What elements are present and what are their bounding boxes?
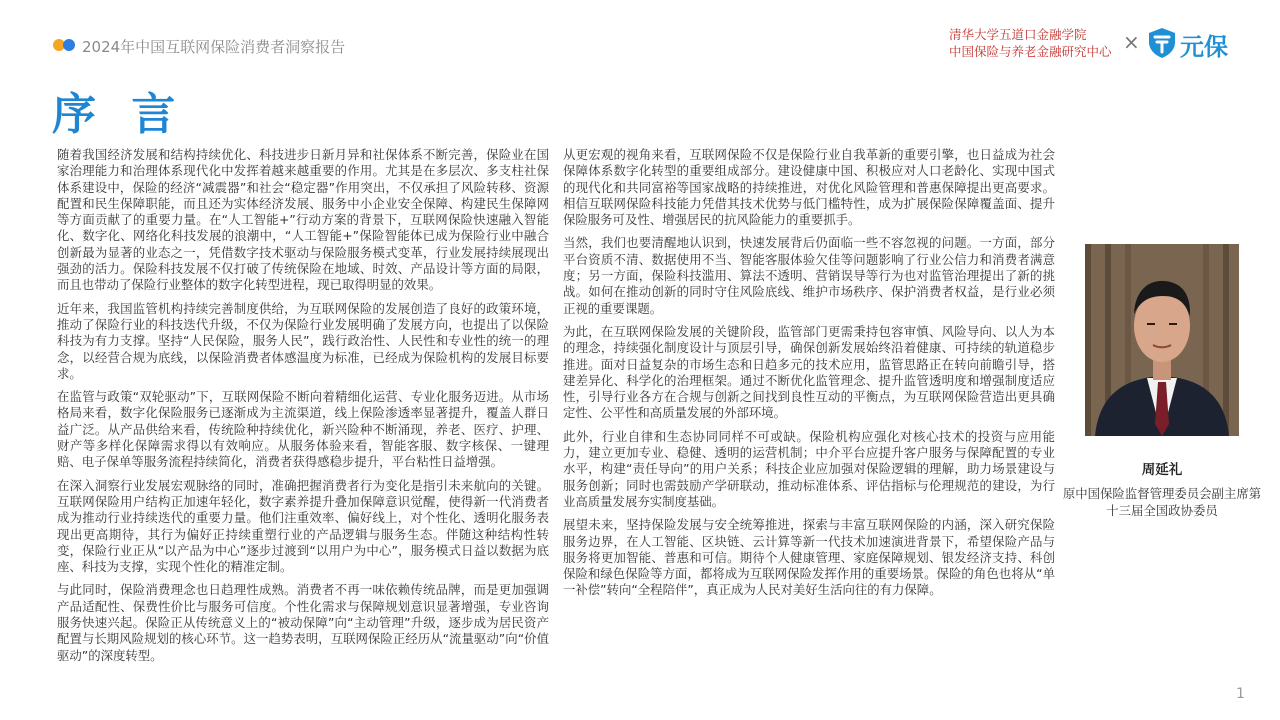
author-title: 原中国保险监督管理委员会副主席第十三届全国政协委员 [1062,486,1262,518]
partner-line-2: 中国保险与养老金融研究中心 [949,44,1112,59]
paragraph: 从更宏观的视角来看，互联网保险不仅是保险行业自我革新的重要引擎，也日益成为社会保障体系数字化转型的重要组成部分。建设健康中国、积极应对人口老龄化、实现中国式的现代化和共同富裕等国家战略的持续推进，对优化风险管理和普惠保障提出更高要求。相信互联网保险科技能力凭借其技术优势与低门槛特性，成为扩展保险保障覆盖面、提升保险服务可及性、增强居民的抗风险能力的重要抓手。 [563,147,1055,228]
author-portrait [1085,244,1239,436]
paragraph: 与此同时，保险消费理念也日趋理性成熟。消费者不再一味依赖传统品牌，而是更加强调产品适配性、保费性价比与服务可信度。个性化需求与保障规划意识显著增强，专业咨询服务快速兴起。保险正从传统意义上的“被动保障”向“主动管理”升级，逐步成为居民资产配置与长期风险规划的核心环节。这一趋势表明，互联网保险正经历从“流量驱动”向“价值驱动”的深度转型。 [57,582,549,663]
middle-text-column [563,147,1055,606]
paragraph: 近年来，我国监管机构持续完善制度供给，为互联网保险的发展创造了良好的政策环境，推动了保险行业的科技迭代升级，不仅为保险行业发展明确了发展方向，也提出了以保险科技为有力支撑。坚持“人民保险，服务人民”，践行政治性、人民性和专业性的统一的理念，以经营合规为底线，以保险消费者体感温度为标准，已经成为保险机构的发展目标要求。 [57,300,549,381]
report-dots-icon [53,39,83,51]
paragraph: 在深入洞察行业发展宏观脉络的同时，准确把握消费者行为变化是指引未来航向的关键。互联网保险用户结构正加速年轻化，数字素养提升叠加保障意识觉醒，使得新一代消费者成为推动行业持续迭代的重要力量。他们注重效率、偏好线上，对个性化、透明化服务表现出更高期待，其行为偏好正持续重塑行业的产品逻辑与服务生态。伴随这种结构性转变，保险行业正从“以产品为中心”逐步过渡到“以用户为中心”，服务模式日益以数据为底座、科技为支撑，实现个性化的精准定制。 [57,477,549,575]
partner-institution [949,26,1112,60]
paragraph: 当然，我们也要清醒地认识到，快速发展背后仍面临一些不容忽视的问题。一方面，部分平台资质不清、数据使用不当、智能客服体验欠佳等问题影响了行业公信力和消费者满意度；另一方面，保险科技滥用、算法不透明、营销误导等行为也对监管治理提出了新的挑战。如何在推动创新的同时守住风险底线、维护市场秩序、保护消费者权益，是行业必须正视的重要课题。 [563,235,1055,316]
paragraph: 此外，行业自律和生态协同同样不可或缺。保险机构应强化对核心技术的投资与应用能力，建立更加专业、稳健、透明的运营机制；中介平台应提升客户服务与保障配置的专业水平，构建“责任导向”的用户关系；科技企业应加强对保险逻辑的理解，助力场景建设与服务创新；同时也需鼓励产学研联动，推动标准体系、评估指标与伦理规范的建设，为行业高质量发展夯实制度基础。 [563,428,1055,509]
partner-line-1: 清华大学五道口金融学院 [949,27,1087,42]
paragraph: 展望未来，坚持保险发展与安全统筹推进，探索与丰富互联网保险的内涵，深入研究保险服务边界，在人工智能、区块链、云计算等新一代技术加速演进背景下，希望保险产品与服务将更加智能、普惠和可信。期待个人健康管理、家庭保障规划、银发经济支持、科创保险和绿色保险等方面，都将成为互联网保险发挥作用的重要场景。保险的角色也将从“单一补偿”转向“全程陪伴”，真正成为人民对美好生活向往的有力保障。 [563,517,1055,598]
blue-dot-icon [63,39,75,51]
paragraph: 在监管与政策“双轮驱动”下，互联网保险不断向着精细化运营、专业化服务迈进。从市场格局来看，数字化保险服务已逐渐成为主流渠道，线上保险渗透率显著提升，覆盖人群日益广泛。从产品供给来看，传统险种持续优化，新兴险种不断涌现，养老、医疗、护理、财产等多样化保障需求得以有效响应。从服务体验来看，智能客服、数字核保、一键理赔、电子保单等服务流程持续简化，消费者获得感稳步提升，平台粘性日益增强。 [57,389,549,470]
left-text-column [57,147,549,671]
author-name: 周延礼 [1141,462,1183,478]
page-header [0,0,1280,70]
times-sign: × [1123,30,1140,54]
page-number: 1 [1236,686,1245,702]
report-title: 2024年中国互联网保险消费者洞察报告 [82,38,346,56]
paragraph: 为此，在互联网保险发展的关键阶段，监管部门更需秉持包容审慎、风险导向、以人为本的理念，持续强化制度设计与顶层引导，确保创新发展始终沿着健康、可持续的轨道稳步推进。面对日益复杂的市场生态和日趋多元的技术应用，监管思路正在转向前瞻引导，搭建差异化、科学化的治理框架。通过不断优化监管理念、提升监管透明度和增强制度适应性，引导行业各方在合规与创新之间找到良性互动的平衡点，为互联网保险营造出更具确定性、公平性和高质量发展的外部环境。 [563,323,1055,421]
paragraph: 随着我国经济发展和结构持续优化、科技进步日新月异和社保体系不断完善，保险业在国家治理能力和治理体系现代化中发挥着越来越重要的作用。尤其是在多层次、多支柱社保体系建设中，保险的经济“减震器”和社会“稳定器”作用突出，不仅承担了风险转移、资源配置和民生保障职能，而且还为实体经济发展、服务中小企业安全保障、构建民生保障网等方面贡献了的重要力量。在“人工智能+”行动方案的背景下，互联网保险快速融入智能化、数字化、网络化科技发展的浪潮中，“人工智能+”保险智能体已成为保险行业中融合创新最为显著的业态之一，凭借数字技术驱动与保险服务模式变革，行业发展持续展现出强劲的活力。保险科技发展不仅打破了传统保险在地域、时效、产品设计等方面的局限，而且也带动了保险行业整体的数字化转型进程，现已取得明显的效果。 [57,147,549,293]
page-title: 序 言 [52,89,186,140]
yuanbao-logo-icon [1148,27,1176,59]
logo-text: 元保 [1180,33,1228,61]
